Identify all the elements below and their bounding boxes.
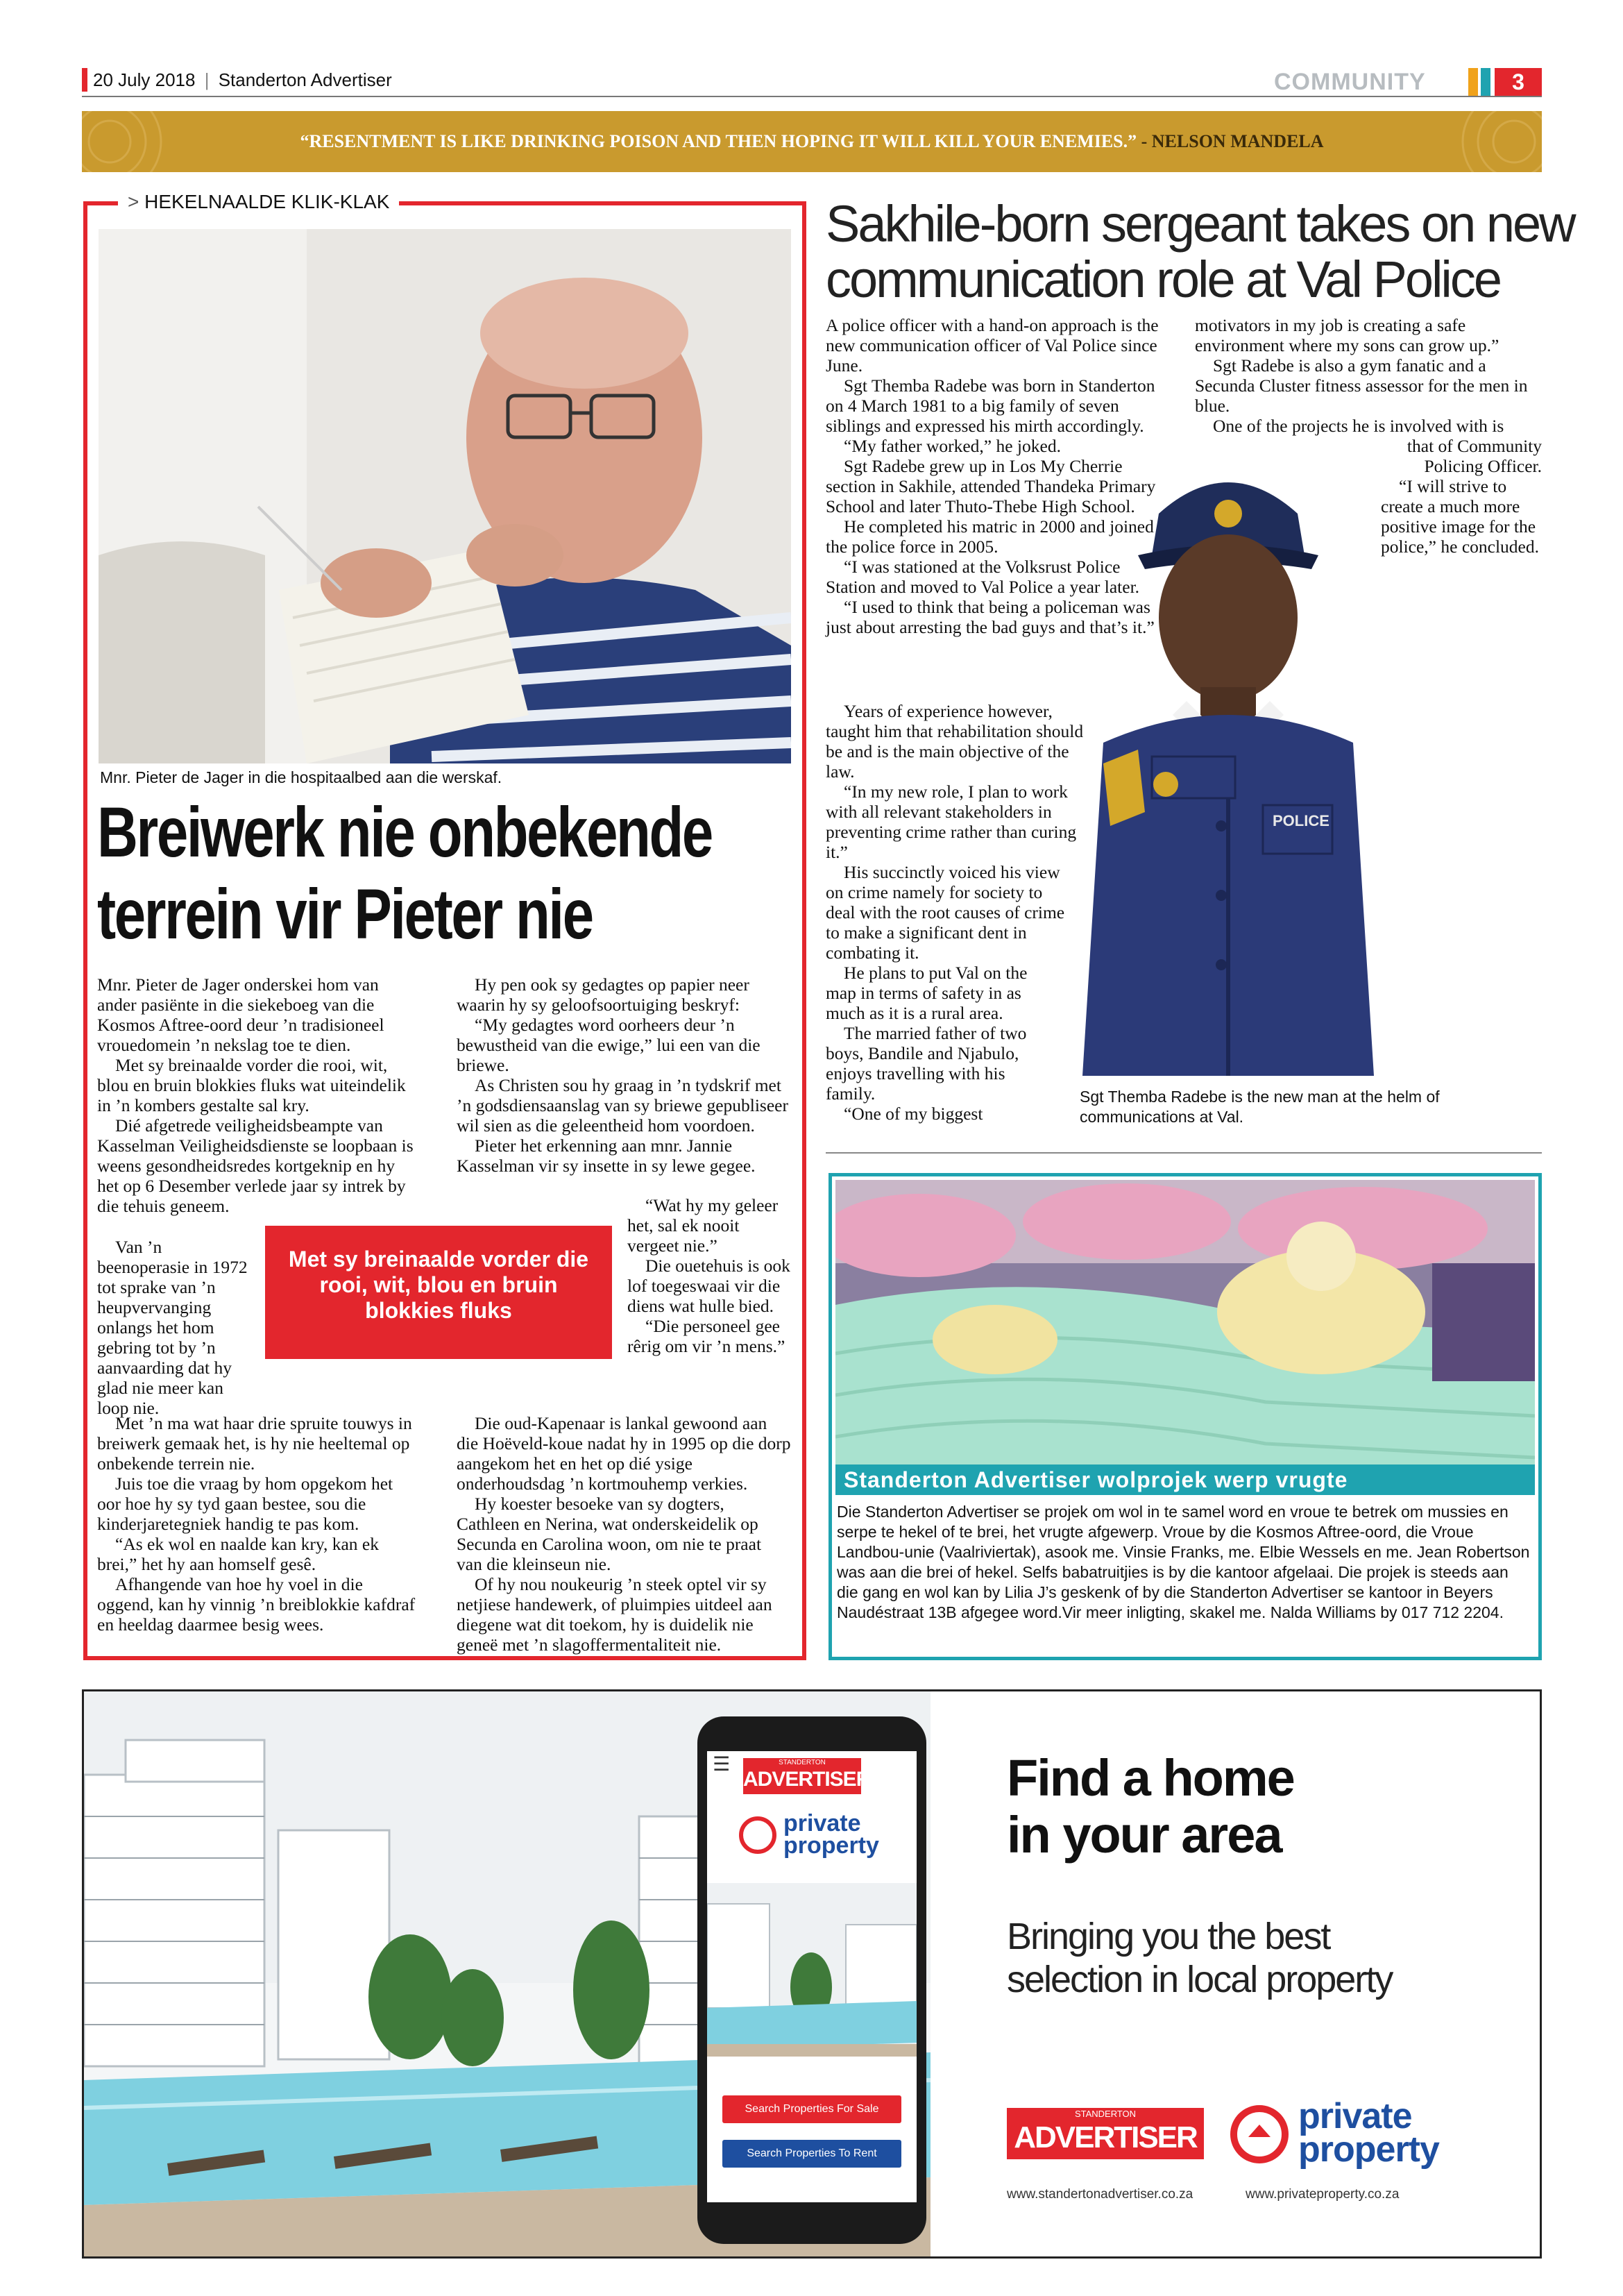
- knit-para: Die oud-Kapenaar is lankal gewoond aan die Hoëveld-koue nadat hy in 1995 op die dorp aangekom het en het op dié ysige onderhoudsdag ’n kortmouhemp verkies.: [457, 1413, 791, 1494]
- knit-para: Mnr. Pieter de Jager onderskei hom van ander pasiënte in die siekeboeg van die Kosmos Aftree-oord deur ’n tradisioneel vrouedomein ’n nekslag toe te dien.: [97, 974, 384, 1055]
- advert-headline-line1: Find a home: [1007, 1749, 1294, 1807]
- knit-para: Of hy nou noukeurig ’n steek optel vir sy netjiese handewerk, of pluimpies uitdeel aan diegene wat dit toekom, hy is duidelik nie geneë met ’n slagoffermentaliteit nie.: [457, 1574, 772, 1655]
- phone-resort-image: [707, 1883, 917, 2057]
- police-para: “I will strive to create a much more positive image for the police,” he concluded.: [1381, 476, 1539, 557]
- police-badge-text: POLICE: [1273, 812, 1329, 829]
- header-dateline: [93, 68, 392, 92]
- logo-brand: ADVERTISER: [1014, 2120, 1197, 2154]
- advertiser-logo: [1007, 2108, 1204, 2159]
- section-label: COMMUNITY: [1274, 69, 1426, 95]
- private-property-url[interactable]: www.privateproperty.co.za: [1246, 2187, 1400, 2202]
- knit-pullquote: Met sy breinaalde vorder die rooi, wit, blou en bruin blokkies fluks: [265, 1226, 612, 1359]
- advertiser-url[interactable]: www.standertonadvertiser.co.za: [1007, 2187, 1193, 2202]
- knit-para: “As ek wol en naalde kan kry, kan ek brei,” het hy aan homself gesê.: [97, 1534, 379, 1574]
- house-icon: [1248, 2125, 1271, 2137]
- knit-para: As Christen sou hy graag in ’n tydskrif met ’n godsdiensaanslag van sy briewe gepubliseer wil sien as die geleentheid hom voordoen.: [457, 1075, 788, 1136]
- wool-photo: [835, 1180, 1535, 1464]
- knit-para: “My gedagtes word oorheers deur ’n bewustheid van die ewige,” lui een van die briewe.: [457, 1015, 760, 1075]
- police-para: A police officer with a hand-on approach is the new communication officer of Val Police since June.: [826, 315, 1159, 375]
- police-para: “My father worked,” he joked.: [844, 436, 1061, 456]
- phone-pp-line1: private: [783, 1810, 861, 1837]
- police-article-rule: [826, 1152, 1542, 1154]
- wool-project-body: Die Standerton Advertiser se projek om wol in te samel word en vroue te betrek om mussies en serpe te hekel of te brei, het vrugte afgewerp. Vroue by die Kosmos Aftree-oord, die Vroue Landbou-unie (Vaalriviertak), asook me. Vinsie Franks, me. Elbie Wessels en me. Jean Robertson was aan die brei of hekel. Selfs babatruitjies is by die kantoor afgelaai. Die projek is steeds aan die gang en wol kan by Lilia J’s geskenk of by die Standerton Advertiser se kantoor in Beyers Naudéstraat 13B afgegee word.Vir meer inligting, skakel me. Nalda Williams by 017 712 2204.: [837, 1503, 1530, 1621]
- knit-para: “Die personeel gee rêrig om vir ’n mens.”: [627, 1316, 785, 1356]
- police-headline-line1: Sakhile-born sergeant takes on new: [826, 195, 1574, 253]
- kicker-text: HEKELNAALDE KLIK-KLAK: [144, 191, 390, 212]
- knit-column-1: [97, 974, 418, 1216]
- knit-para: Hy pen ook sy gedagtes op papier neer waarin hy sy geloofsoortuiging beskryf:: [457, 974, 749, 1015]
- knit-article-kicker: [118, 189, 399, 215]
- knitting-photo: [99, 229, 791, 763]
- knit-column-1-narrow: [97, 1237, 250, 1418]
- police-para: Sgt Radebe grew up in Los My Cherrie section in Sakhile, attended Thandeka Primary School and later Thuto-Thebe High School.: [826, 456, 1156, 516]
- phone-private-property-logo: [783, 1812, 879, 1857]
- police-para: “One of my biggest: [844, 1104, 983, 1124]
- knit-para: “Wat hy my geleer het, sal ek nooit vergeet nie.”: [627, 1195, 779, 1256]
- header-red-tick: [82, 68, 87, 92]
- quote-author: - NELSON MANDELA: [1137, 131, 1324, 151]
- advert-headline: [1007, 1750, 1294, 1864]
- section-color-block-teal: [1481, 68, 1490, 96]
- police-para: Sgt Radebe is also a gym fanatic and a Secunda Cluster fitness assessor for the men in blue.: [1195, 355, 1528, 416]
- police-para: Years of experience however, taught him that rehabilitation should be and is the main objective of the law.: [826, 701, 1084, 782]
- police-para: The married father of two boys, Bandile and Njabulo, enjoys travelling with his family.: [826, 1023, 1027, 1104]
- quote-body: “RESENTMENT IS LIKE DRINKING POISON AND THEN HOPING IT WILL KILL YOUR ENEMIES.”: [300, 131, 1137, 151]
- header-rule: [82, 96, 1542, 97]
- knit-para: Juis toe die vraag by hom opgekom het oor hoe hy sy tyd gaan bestee, sou die kinderjaretegniek handig te pas kom.: [97, 1474, 393, 1534]
- phone-mockup: [697, 1716, 926, 2244]
- police-officer-illustration: [1082, 437, 1374, 1076]
- knit-para: Hy koester besoeke van sy dogters, Cathleen en Nerina, wat onderskeidelik op Secunda en Carolina woon, om nie te praat van die kleinseun nie.: [457, 1494, 762, 1574]
- publication-name: Standerton Advertiser: [218, 69, 392, 90]
- pp-line2: property: [1298, 2129, 1439, 2170]
- police-para: One of the projects he is involved with is: [1213, 416, 1504, 436]
- pp-line1: private: [1298, 2096, 1412, 2136]
- issue-date: 20 July 2018: [93, 69, 196, 90]
- knit-para: Pieter het erkenning aan mnr. Jannie Kasselman vir sy insette in sy lewe gegee.: [457, 1136, 756, 1176]
- knit-column-2-bottom: [457, 1413, 791, 1655]
- knit-para: Met sy breinaalde vorder die rooi, wit, blou en bruin blokkies fluks wat uiteindelik in ’n kombers gestalte sal kry.: [97, 1055, 406, 1115]
- advert-subheadline: [1007, 1915, 1392, 2001]
- menu-icon[interactable]: ☰: [713, 1753, 731, 1775]
- phone-house-pin-icon: [739, 1816, 776, 1854]
- knit-column-2-narrow: [627, 1195, 791, 1356]
- knit-column-1-bottom: [97, 1413, 418, 1635]
- section-color-block-orange: [1468, 68, 1478, 96]
- phone-logo-small: STANDERTON: [779, 1759, 826, 1766]
- private-property-logo: [1298, 2096, 1439, 2170]
- knitting-photo-caption: Mnr. Pieter de Jager in die hospitaalbed aan die werskaf.: [100, 768, 502, 786]
- phone-advertiser-logo: [743, 1758, 871, 1794]
- police-para: “In my new role, I plan to work with all relevant stakeholders in preventing crime rather than curing it.”: [826, 782, 1077, 862]
- police-para: “I was stationed at the Volksrust Police Station and moved to Val Police a year later.: [826, 557, 1140, 597]
- knit-para: Met ’n ma wat haar drie spruite touwys in breiwerk gemaak het, is hy nie heeltemal op onbekende terrein nie.: [97, 1413, 412, 1474]
- phone-logo-brand: ADVERTISER: [743, 1768, 871, 1791]
- police-column-2-narrow: [1381, 436, 1542, 557]
- knit-headline-line1: Breiwerk nie onbekende: [97, 793, 712, 872]
- police-para: He completed his matric in 2000 and joined the police force in 2005.: [826, 516, 1154, 557]
- advert-sub-line1: Bringing you the best: [1007, 1916, 1330, 1957]
- phone-screen: [707, 1751, 917, 2202]
- police-column-2: [1195, 315, 1542, 436]
- police-para: “I used to think that being a policeman was just about arresting the bad guys and that’s it.”: [826, 597, 1155, 637]
- wool-project-title: Standerton Advertiser wolprojek werp vrugte: [835, 1464, 1535, 1495]
- police-headline-line2: communication role at Val Police: [826, 251, 1501, 308]
- chevron-right-icon: >: [128, 191, 139, 212]
- logo-small: STANDERTON: [1074, 2109, 1137, 2119]
- search-to-rent-button[interactable]: Search Properties To Rent: [722, 2140, 901, 2168]
- advert-sub-line2: selection in local property: [1007, 1959, 1393, 2000]
- quote-text: [82, 111, 1542, 172]
- police-officer-photo: [1082, 437, 1374, 1076]
- wool-photo-illustration: [835, 1180, 1535, 1464]
- knit-para: Afhangende van hoe hy voel in die oggend, kan hy vinnig ’n breiblokkie kafdraf en heeldag daarmee besig wees.: [97, 1574, 416, 1635]
- phone-pp-line2: property: [783, 1832, 879, 1859]
- police-para: His succinctly voiced his view on crime namely for society to deal with the root causes of crime to make a significant dent in combating it.: [826, 862, 1065, 963]
- knit-para: Dié afgetrede veiligheidsbeampte van Kasselman Veiligheidsdienste se loopbaan is weens gesondheidsredes kortgeknip en hy het op 6 Desember verlede jaar sy intrek by die tehuis geneem.: [97, 1115, 414, 1216]
- page-number: 3: [1495, 68, 1542, 96]
- police-para: He plans to put Val on the map in terms of safety in as much as it is a rural area.: [826, 963, 1028, 1023]
- property-advert: [82, 1689, 1542, 2259]
- knit-para: Die ouetehuis is ook lof toegeswaai vir die diens wat hulle bied.: [627, 1256, 790, 1316]
- police-para: that of Community Policing Officer.: [1407, 436, 1542, 476]
- police-column-1-narrow: [826, 701, 1089, 1124]
- police-para: motivators in my job is creating a safe environment where my sons can grow up.”: [1195, 315, 1499, 355]
- police-photo-caption: Sgt Themba Radebe is the new man at the helm of communications at Val.: [1080, 1088, 1440, 1126]
- knit-headline-line2: terrein vir Pieter nie: [97, 875, 593, 954]
- knit-para: Van ’n beenoperasie in 1972 tot sprake van ’n heupvervanging onlangs het hom gebring tot by ’n aanvaarding dat hy glad nie meer kan loop nie.: [97, 1237, 248, 1418]
- quote-banner: [82, 111, 1542, 172]
- advert-headline-line2: in your area: [1007, 1806, 1282, 1864]
- police-para: Sgt Themba Radebe was born in Standerton on 4 March 1981 to a big family of seven siblings and expressed his mirth accordingly.: [826, 375, 1155, 436]
- search-for-sale-button[interactable]: Search Properties For Sale: [722, 2095, 901, 2123]
- house-pin-icon: [1230, 2105, 1289, 2163]
- dateline-separator: |: [204, 69, 210, 90]
- knitting-photo-illustration: [99, 229, 791, 763]
- knit-column-2: [457, 974, 791, 1176]
